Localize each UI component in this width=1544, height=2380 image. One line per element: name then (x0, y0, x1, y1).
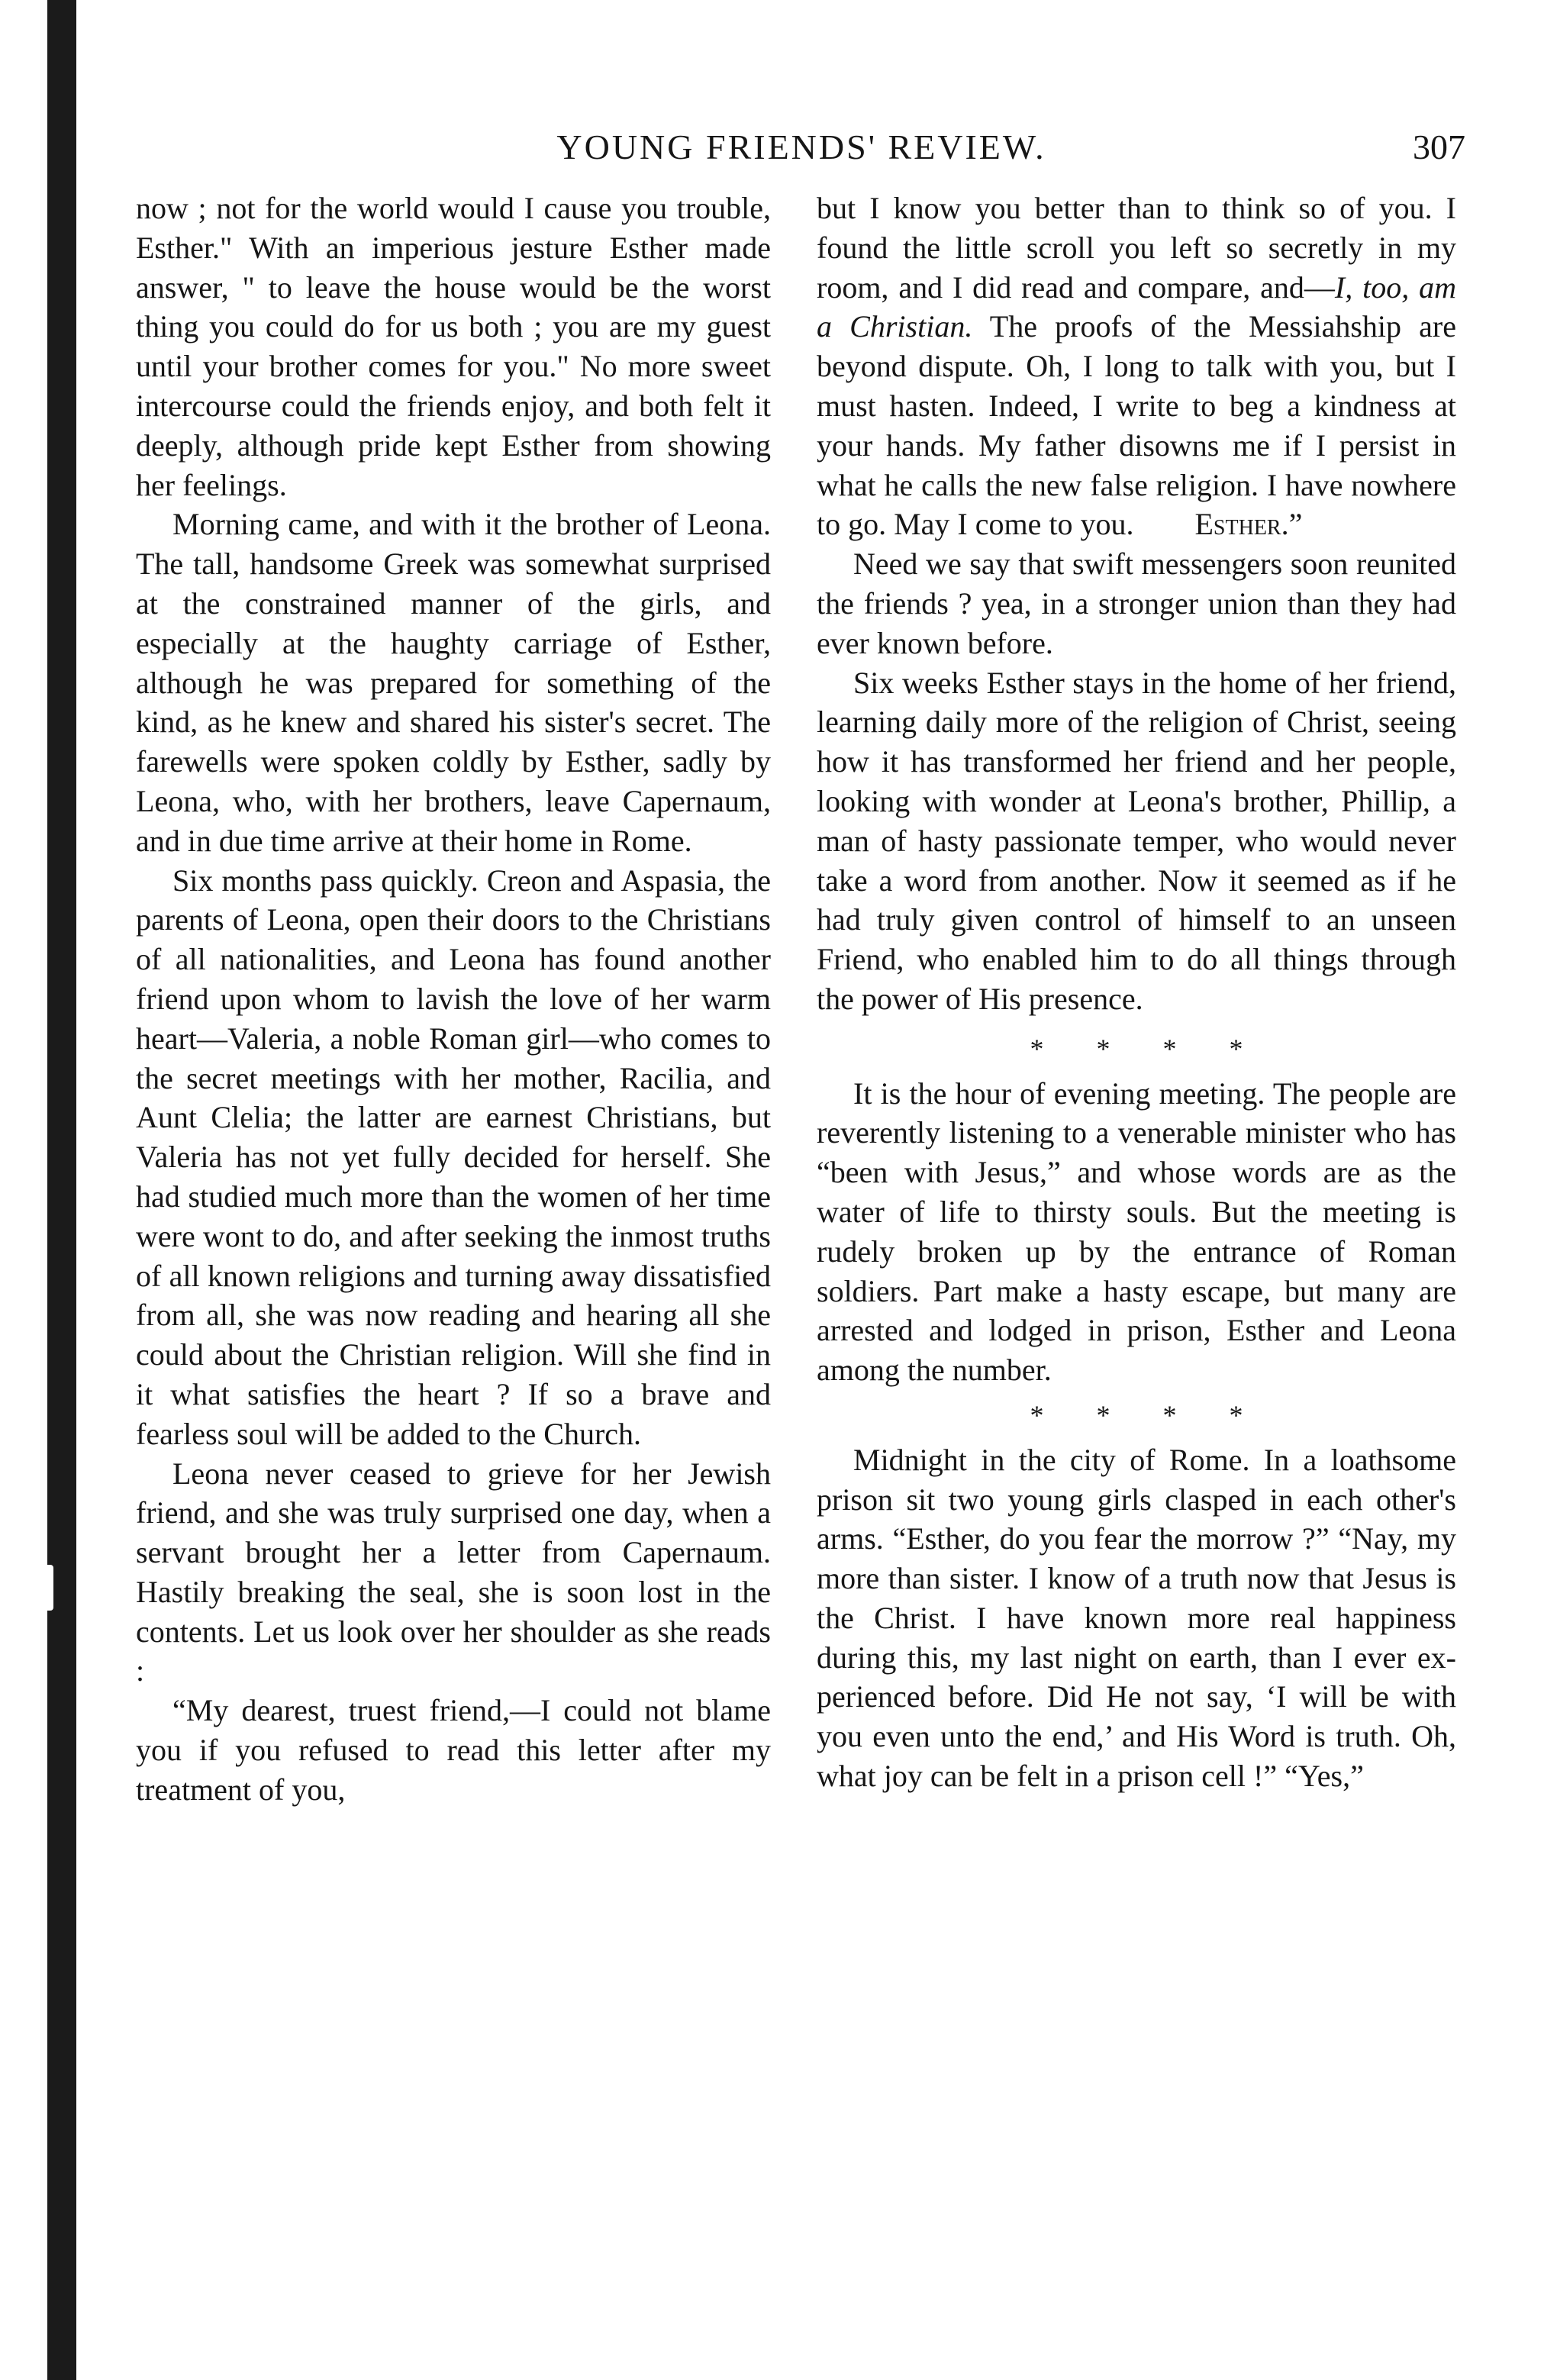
right-column (817, 189, 1456, 1796)
left-paragraph-1: now ; not for the world would I cause you trouble, Esther." With an imperious jesture Esther made answer, " to leave the house would be the worst thing you could do for us both ; you are my guest until your brother comes for you." No more sweet intercourse could the friends enjoy, and both felt it deeply, although pride kept Esther from showing her feelings. (136, 191, 771, 502)
letter-italic: I, too, am a Christian. (817, 269, 1456, 344)
left-column (136, 189, 771, 1810)
letter-signature: Esther.” (1194, 507, 1303, 542)
page-header (137, 121, 1465, 174)
letter-rest: The proofs of the Messiahship are beyond dispute. Oh, I long to talk with you, but I must hasten. Indeed, I write to beg a kindness at your hands. My father disowns me if I persist in what he calls the new false religion. I have nowhere to go. May I come to you. (817, 309, 1457, 542)
section-separator-1: * * * * (1030, 1033, 1243, 1064)
letter-continuation (817, 189, 1456, 544)
left-paragraph-5: “My dearest, truest friend,—I could not blame you if you refused to read this letter after my treatment of you, (136, 1693, 771, 1807)
section-separator-2: * * * * (1030, 1399, 1243, 1430)
right-paragraph-meeting: It is the hour of evening meeting. The people are reverently listening to a venerable minister who has “been with Jesus,” and whose words are as the water of life to thirsty souls. But the meeting is rudely broken up by the entrance of Roman soldiers. Part make a hasty escape, but many are arrested and lodged in prison, Esther and Leona among the number. (817, 1076, 1456, 1388)
left-paragraph-2: Morning came, and with it the brother of Leona. The tall, handsome Greek was somewhat surprised at the constrained manner of the girls, and especially at the haughty carriage of Esther, although he was prepared for something of the kind, as he knew and shared his sister's secret. The farewells were spoken coldly by Esther, sadly by Leona, who, with her brothers, leave Capernaum, and in due time arrive at their home in Rome. (136, 507, 771, 858)
binding-edge (47, 0, 76, 2380)
page-number: 307 (1413, 127, 1465, 166)
right-paragraph-1: Need we say that swift messengers soon reunited the friends ? yea, in a stronger union than they had ever known before. (817, 547, 1456, 660)
binding-mark (43, 1565, 53, 1611)
left-paragraph-3: Six months pass quickly. Creon and Aspasia, the parents of Leona, open their doors to the Christians of all nationalities, and Leona has found another friend upon whom to lavish the love of her warm heart—Valeria, a noble Roman girl—who comes to the secret meetings with her mother, Racilia, and Aunt Clelia; the latter are earnest Christians, but Valeria has not yet fully decided for herself. She had studied much more than the women of her time were wont to do, and after seeking the inmost truths of all known religions and turning away dissatisfied from all, she was now reading and hearing all she could about the Christian religion. Will she find in it what satisfies the heart ? If so a brave and fearless soul will be added to the Church. (136, 863, 771, 1451)
left-paragraph-4: Leona never ceased to grieve for her Jewish friend, and she was truly surprised one day, when a servant brought her a letter from Capernaum. Hastily breaking the seal, she is soon lost in the contents. Let us look over her shoulder as she reads : (136, 1456, 771, 1688)
right-paragraph-2: Six weeks Esther stays in the home of her friend, learning daily more of the religion of Christ, seeing how it has transformed her friend and her people, looking with wonder at Leona's brother, Phillip, a man of hasty passionate temper, who would never take a word from another. Now it seemed as if he had truly given control of himself to an unseen Friend, who enabled him to do all things through the power of His presence. (817, 665, 1456, 1016)
right-paragraph-prison: Midnight in the city of Rome. In a loathsome prison sit two young girls clasped in each other's arms. “Esther, do you fear the morrow ?” “Nay, my more than sister. I know of a truth now that Jesus is the Christ. I have known more real happiness during this, my last night on earth, than I ever experienced before. Did He not say, ‘I will be with you even unto the end,’ and His Word is truth. Oh, what joy can be felt in a prison cell !” “Yes,” (817, 1442, 1456, 1794)
running-title: YOUNG FRIENDS' REVIEW. (556, 127, 1046, 166)
letter-text: but I know you better than to think so of you. I found the little scroll you left so secretly in my room, and I did read and compare, and— (817, 191, 1456, 305)
